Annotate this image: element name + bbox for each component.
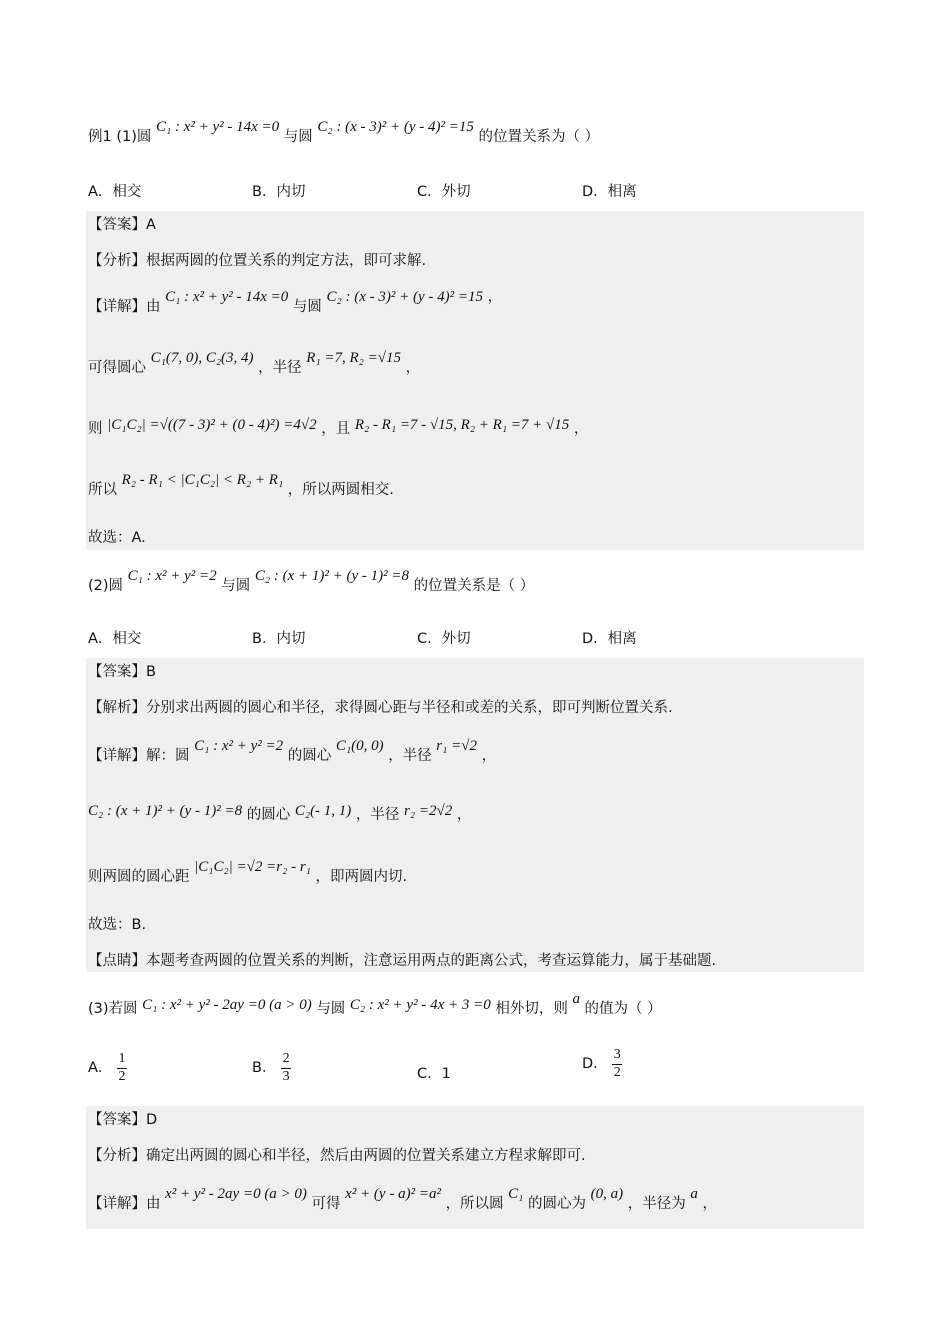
ex3-option-d-num: 3 bbox=[613, 1047, 621, 1062]
ex1-detail-line1 bbox=[88, 289, 503, 315]
ex2-detail-center: C₁(0, 0) bbox=[335, 738, 384, 754]
ex1-choose: 故选：A. bbox=[88, 530, 146, 546]
ex1-line2-radii: R₁ =7, R₂ =√15 bbox=[306, 350, 401, 366]
ex2-suffix: 的位置关系是（ ） bbox=[413, 578, 535, 594]
ex3-option-a-fraction bbox=[117, 1052, 127, 1084]
ex3-detail-end: ， bbox=[702, 1196, 717, 1212]
ex3-option-d bbox=[582, 1048, 622, 1080]
ex3-detail-eq2: x² + (y - a)² =a² bbox=[345, 1186, 441, 1202]
ex3-option-d-label: D． bbox=[582, 1056, 608, 1073]
ex1-detail-line4 bbox=[88, 472, 394, 498]
ex2-comment: 【点睛】本题考查两圆的位置关系的判断，注意运用两点的距离公式，考查运算能力，属于基础题. bbox=[88, 953, 717, 969]
ex1-line2-end: ， bbox=[405, 360, 421, 376]
ex2-detail-line2 bbox=[88, 803, 472, 823]
ex1-option-d: D．相离 bbox=[582, 184, 637, 200]
ex3-detail-eq1: x² + y² - 2ay =0 (a > 0) bbox=[165, 1186, 307, 1202]
ex3-option-a-den: 2 bbox=[118, 1068, 126, 1084]
ex2-eq1: C₁ : x² + y² =2 bbox=[127, 568, 217, 584]
ex2-prefix: (2)圆 bbox=[88, 578, 124, 594]
ex1-detail-line3 bbox=[88, 417, 589, 437]
ex1-suffix: 的位置关系为（ ） bbox=[478, 129, 600, 145]
ex2-line3-eq: |C₁C₂| =√2 =r₂ - r₁ bbox=[194, 859, 311, 875]
ex2-analysis: 【解析】分别求出两圆的圆心和半径，求得圆心距与半径和或差的关系，即可判断位置关系. bbox=[88, 700, 673, 716]
ex2-line3-end: ，即两圆内切. bbox=[315, 869, 408, 885]
ex2-detail-r: r₁ =√2 bbox=[436, 738, 477, 754]
ex1-option-b: B．内切 bbox=[252, 184, 306, 200]
ex1-option-c: C．外切 bbox=[417, 184, 471, 200]
ex1-line4-ineq: R₂ - R₁ < |C₁C₂| < R₂ + R₁ bbox=[121, 472, 284, 488]
ex3-option-b bbox=[252, 1052, 291, 1084]
ex2-line2-center: C₂(- 1, 1) bbox=[294, 803, 352, 819]
ex2-option-c: C．外切 bbox=[417, 631, 471, 647]
ex1-eq2: C₂ : (x - 3)² + (y - 4)² =15 bbox=[317, 119, 474, 135]
ex2-choose: 故选：B. bbox=[88, 917, 147, 933]
ex2-answer: 【答案】B bbox=[88, 664, 156, 680]
ex2-detail-line3 bbox=[88, 859, 408, 885]
ex3-option-a-label: A． bbox=[88, 1060, 113, 1077]
ex1-detail-prefix: 【详解】由 bbox=[88, 299, 161, 315]
ex3-detail-mid4: ，半径为 bbox=[627, 1196, 686, 1212]
ex2-line2-end: ， bbox=[456, 807, 472, 823]
ex1-line4-prefix: 所以 bbox=[88, 482, 117, 498]
ex2-detail-eq1: C₁ : x² + y² =2 bbox=[194, 738, 284, 754]
ex2-mid: 与圆 bbox=[221, 578, 251, 594]
ex1-option-a: A．相交 bbox=[88, 184, 142, 200]
ex3-option-d-den: 2 bbox=[613, 1064, 621, 1080]
ex3-analysis: 【分析】确定出两圆的圆心和半径，然后由两圆的位置关系建立方程求解即可. bbox=[88, 1148, 586, 1164]
ex1-eq1: C₁ : x² + y² - 14x =0 bbox=[155, 119, 280, 135]
ex3-detail-center: (0, a) bbox=[590, 1186, 624, 1202]
ex2-eq2: C₂ : (x + 1)² + (y - 1)² =8 bbox=[254, 568, 410, 584]
ex3-option-a-num: 1 bbox=[118, 1051, 126, 1066]
ex3-detail-line1 bbox=[88, 1186, 717, 1212]
ex1-detail-eq2: C₂ : (x - 3)² + (y - 4)² =15 bbox=[326, 289, 483, 305]
ex3-detail-mid2: ，所以圆 bbox=[445, 1196, 504, 1212]
ex2-line3-prefix: 则两圆的圆心距 bbox=[88, 869, 190, 885]
ex2-option-a: A．相交 bbox=[88, 631, 142, 647]
ex2-line2-eq: C₂ : (x + 1)² + (y - 1)² =8 bbox=[88, 803, 243, 819]
ex3-detail-c1: C₁ bbox=[508, 1186, 524, 1202]
ex3-option-b-fraction bbox=[281, 1052, 291, 1084]
ex1-line3-dist: |C₁C₂| =√((7 - 3)² + (0 - 4)²) =4√2 bbox=[107, 417, 317, 433]
ex1-mid: 与圆 bbox=[283, 129, 313, 145]
ex1-line4-end: ，所以两圆相交. bbox=[287, 482, 394, 498]
ex2-option-d: D．相离 bbox=[582, 631, 637, 647]
ex2-detail-prefix: 【详解】解：圆 bbox=[88, 748, 190, 764]
ex1-line2-mid: ，半径 bbox=[258, 360, 302, 376]
ex1-line2-prefix: 可得圆心 bbox=[88, 360, 146, 376]
ex3-var: a bbox=[572, 991, 580, 1007]
ex1-detail-mid: 与圆 bbox=[292, 299, 322, 315]
ex3-detail-r: a bbox=[690, 1186, 698, 1202]
ex3-option-b-num: 2 bbox=[282, 1051, 290, 1066]
ex1-line3-vals: R₂ - R₁ =7 - √15, R₂ + R₁ =7 + √15 bbox=[354, 417, 570, 433]
ex3-eq2: C₂ : x² + y² - 4x + 3 =0 bbox=[349, 997, 491, 1013]
ex1-prefix: 例1 (1)圆 bbox=[88, 129, 152, 145]
ex3-answer: 【答案】D bbox=[88, 1112, 158, 1128]
ex3-eq1: C₁ : x² + y² - 2ay =0 (a > 0) bbox=[142, 997, 312, 1013]
ex3-detail-mid: 可得 bbox=[311, 1196, 341, 1212]
ex1-detail-line2 bbox=[88, 350, 421, 376]
ex2-question bbox=[88, 568, 535, 594]
ex3-option-b-den: 3 bbox=[282, 1068, 290, 1084]
ex3-detail-prefix: 【详解】由 bbox=[88, 1196, 161, 1212]
ex2-detail-mid: 的圆心 bbox=[287, 748, 332, 764]
ex3-mid: 与圆 bbox=[316, 1001, 346, 1017]
ex2-line2-mid2: ，半径 bbox=[355, 807, 400, 823]
ex3-option-c: C．1 bbox=[417, 1066, 451, 1082]
ex1-analysis: 【分析】根据两圆的位置关系的判定方法，即可求解. bbox=[88, 253, 427, 269]
ex1-line3-mid: ，且 bbox=[321, 421, 351, 437]
ex2-option-b: B．内切 bbox=[252, 631, 306, 647]
ex3-option-d-fraction bbox=[612, 1048, 622, 1080]
ex1-detail-eq1: C₁ : x² + y² - 14x =0 bbox=[165, 289, 289, 305]
ex3-prefix: (3)若圆 bbox=[88, 1001, 138, 1017]
ex3-suffix: 的值为（ ） bbox=[584, 1001, 662, 1017]
ex2-detail-line1 bbox=[88, 738, 497, 764]
ex3-option-a bbox=[88, 1052, 127, 1084]
ex2-line2-r: r₂ =2√2 bbox=[404, 803, 453, 819]
ex2-detail-mid2: ，半径 bbox=[388, 748, 432, 764]
ex3-detail-mid3: 的圆心为 bbox=[528, 1196, 587, 1212]
ex1-line2-centers: C₁(7, 0), C₂(3, 4) bbox=[150, 350, 254, 366]
ex1-detail-end: ， bbox=[487, 289, 503, 305]
ex1-answer: 【答案】A bbox=[88, 217, 156, 233]
ex3-question bbox=[88, 991, 662, 1017]
ex2-line2-mid: 的圆心 bbox=[246, 807, 291, 823]
ex1-line3-end: ， bbox=[573, 421, 589, 437]
ex3-option-b-label: B． bbox=[252, 1060, 277, 1077]
ex3-mid2: 相外切，则 bbox=[495, 1001, 568, 1017]
ex2-detail-end: ， bbox=[481, 748, 497, 764]
ex1-line3-prefix: 则 bbox=[88, 421, 103, 437]
ex1-question bbox=[88, 119, 600, 145]
